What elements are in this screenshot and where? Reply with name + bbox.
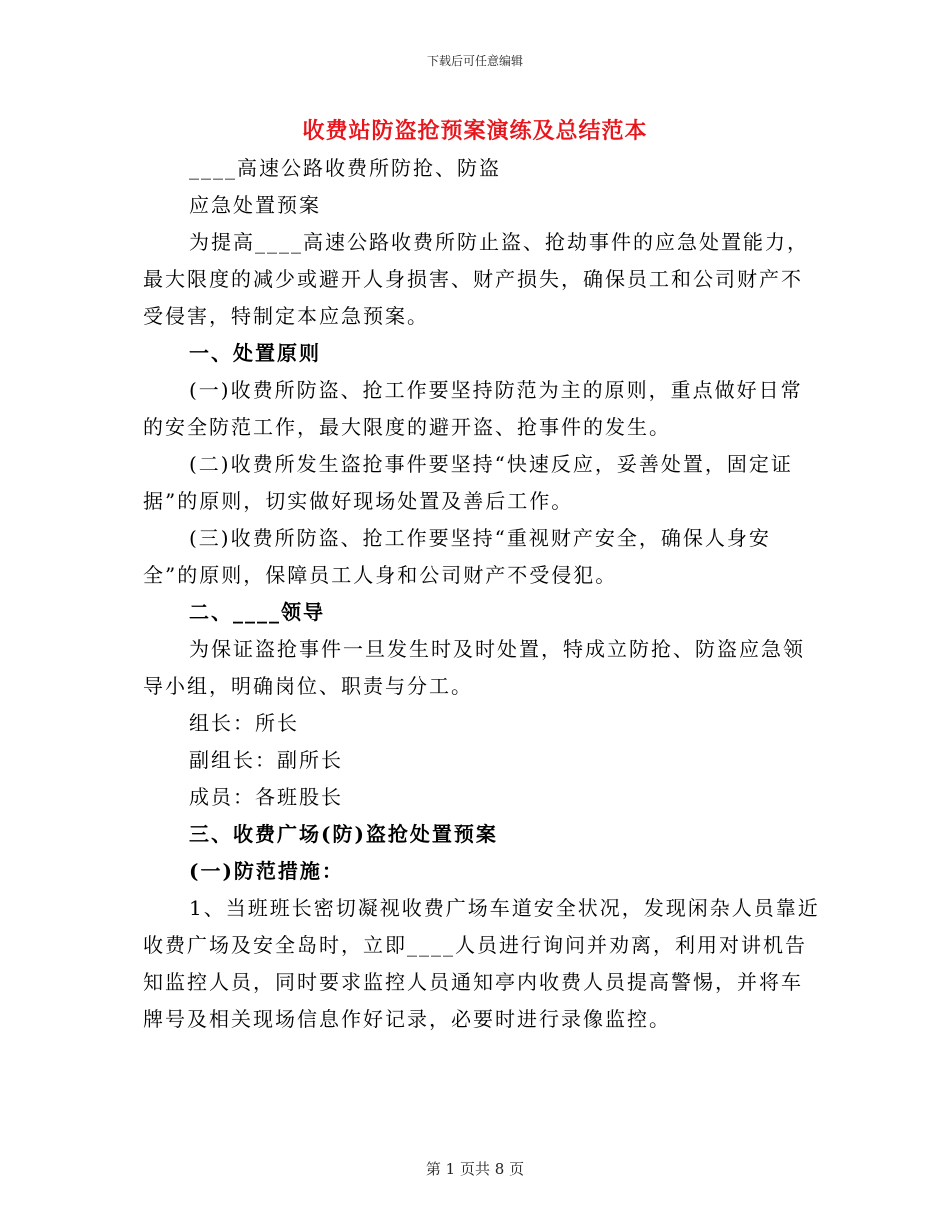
body-line: 导小组，明确岗位、职责与分工。 [143, 674, 473, 698]
body-line: ____高速公路收费所防抢、防盗 [189, 156, 501, 180]
subsection-heading-measures: (一)防范措施： [189, 859, 344, 883]
document-title: 收费站防盗抢预案演练及总结范本 [302, 118, 648, 144]
body-line: 最大限度的减少或避开人身损害、财产损失，确保员工和公司财产不 [143, 267, 803, 291]
body-line: 收费广场及安全岛时，立即____人员进行询问并劝离，利用对讲机告 [143, 933, 807, 957]
page-number: 第 1 页共 8 页 [425, 1160, 525, 1178]
body-line: 1、当班班长密切凝视收费广场车道安全状况，发现闲杂人员靠近 [189, 896, 820, 920]
body-line: 副组长：副所长 [189, 748, 343, 772]
body-line: 组长：所长 [189, 711, 299, 735]
body-line: 为提高____高速公路收费所防止盗、抢劫事件的应急处置能力， [189, 230, 809, 254]
section-heading-principles: 一、处置原则 [189, 341, 321, 365]
body-line: (三)收费所防盗、抢工作要坚持“重视财产安全，确保人身安 [189, 526, 771, 550]
body-line: 据”的原则，切实做好现场处置及善后工作。 [143, 489, 574, 513]
body-line: 全”的原则，保障员工人身和公司财产不受侵犯。 [143, 563, 618, 587]
document-body [143, 150, 820, 1038]
body-line: 受侵害，特制定本应急预案。 [143, 304, 429, 328]
body-line: 成员：各班股长 [189, 785, 343, 809]
body-line: 应急处置预案 [189, 193, 321, 217]
body-line: 的安全防范工作，最大限度的避开盗、抢事件的发生。 [143, 415, 671, 439]
section-heading-leadership: 二、____领导 [189, 600, 325, 624]
body-line: 知监控人员，同时要求监控人员通知亭内收费人员提高警惕，并将车 [143, 970, 803, 994]
section-heading-plaza-plan: 三、收费广场(防)盗抢处置预案 [189, 822, 498, 846]
body-line: (二)收费所发生盗抢事件要坚持“快速反应，妥善处置，固定证 [189, 452, 793, 476]
body-line: 牌号及相关现场信息作好记录，必要时进行录像监控。 [143, 1007, 671, 1031]
body-line: (一)收费所防盗、抢工作要坚持防范为主的原则，重点做好日常 [189, 378, 803, 402]
body-line: 为保证盗抢事件一旦发生时及时处置，特成立防抢、防盗应急领 [189, 637, 805, 661]
page-header-note: 下载后可任意编辑 [426, 54, 523, 68]
